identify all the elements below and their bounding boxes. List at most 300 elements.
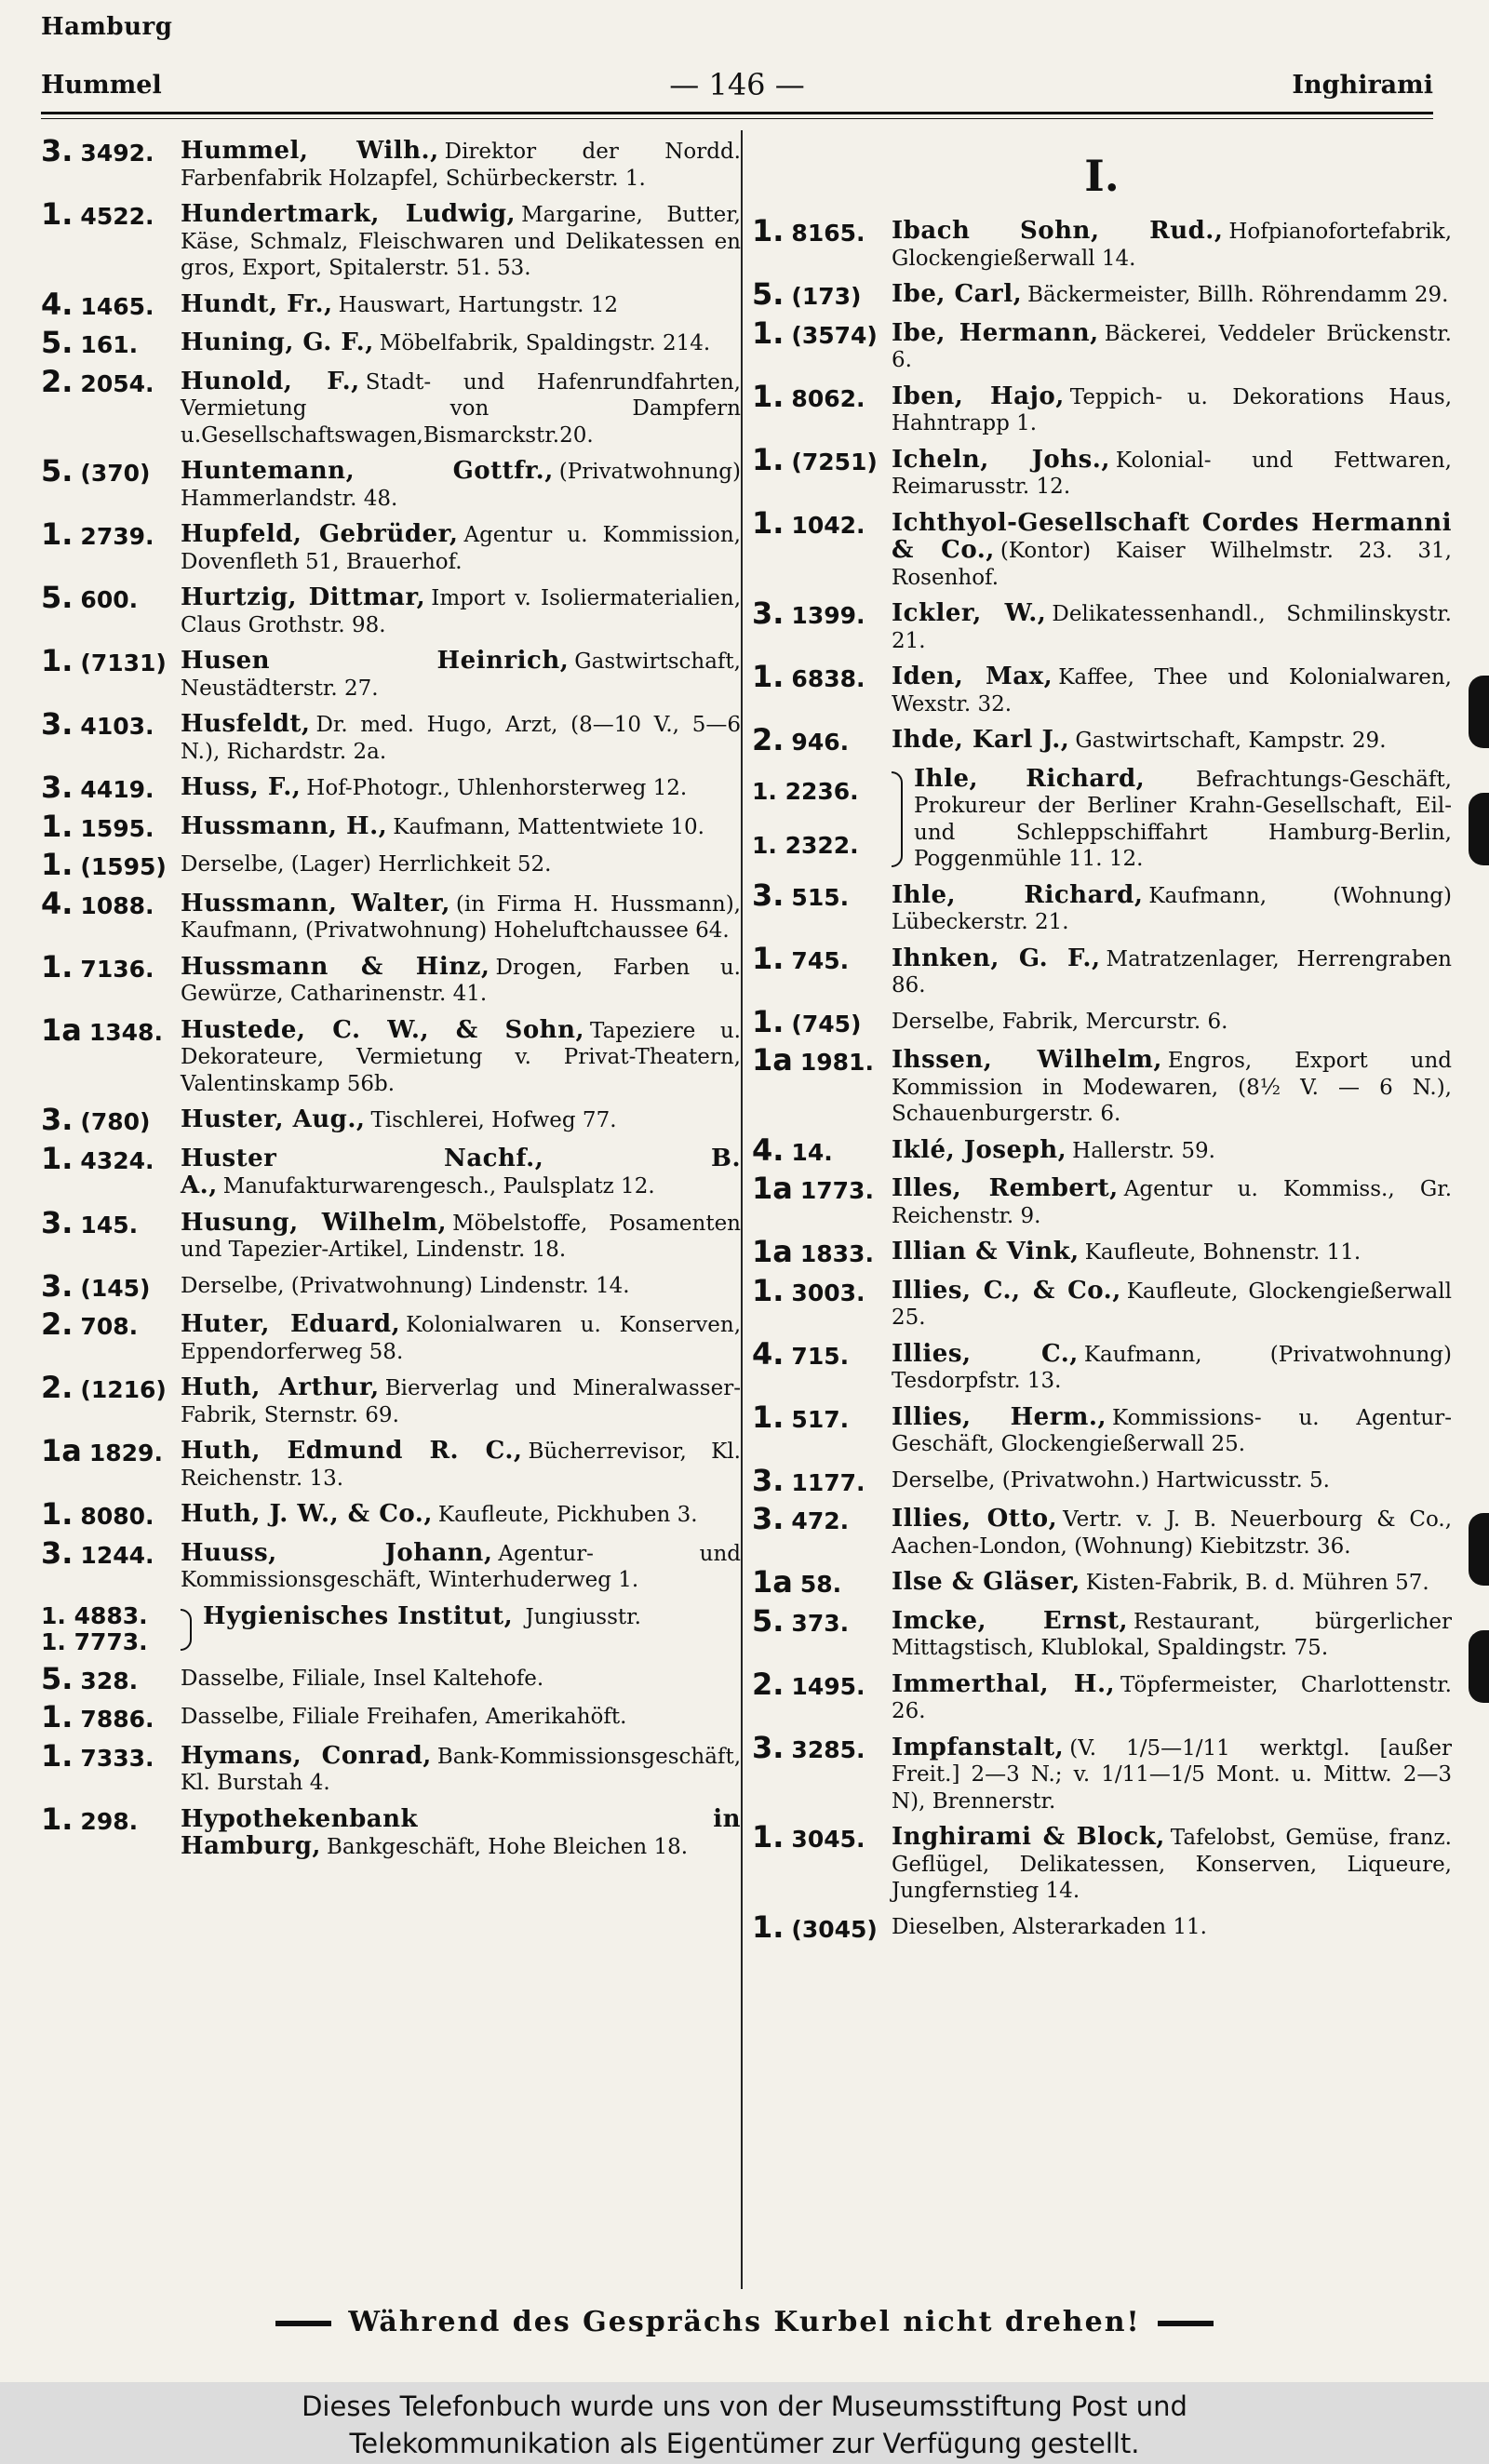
exchange-code: 1a [752,1564,793,1600]
exchange-code: 5. [41,325,74,360]
subscriber-number: 4522. [80,203,154,230]
exchange-code: 4. [752,1132,785,1168]
directory-entry [752,1003,1452,1039]
phone-number [41,1737,181,1797]
entry-name: Ichthyol-Gesellschaft Cordes Hermanni & Co., [892,508,1452,564]
subscriber-number: 1495. [791,1672,865,1700]
entry-details: Kaufleute, Glockengießerwall 25. [892,1279,1452,1330]
entry-details: Delikatessenhandl., Schmilinskystr. 21. [892,602,1452,653]
phone-number [41,1433,181,1492]
entry-text [892,1506,1452,1560]
section-letter: I. [1084,151,1120,201]
entry-name: Iklé, Joseph, [892,1135,1067,1164]
directory-entry [41,325,741,360]
exchange-code: 4. [41,885,74,921]
entry-details: Derselbe, (Lager) Herrlichkeit 52. [181,852,552,877]
phone-number [752,1042,892,1128]
directory-entry [752,315,1452,374]
header-first-name: Hummel [41,71,162,100]
credit-line-2: Telekommunikation als Eigentümer zur Verfügung gestellt. [349,2428,1140,2459]
entry-details: Kaufmann, (Wohnung) Lübeckerstr. 21. [892,883,1452,934]
entry-text [892,1569,1452,1599]
entry-name: Hypothekenbank in Hamburg, [181,1804,741,1860]
directory-entry [41,885,741,944]
subscriber-number: (370) [80,460,151,487]
left-column [41,133,742,1870]
subscriber-number: 2054. [80,369,154,397]
exchange-code: 3. [752,877,785,913]
entry-text [181,1704,741,1734]
entry-details: Derselbe, Fabrik, Mercurstr. 6. [892,1009,1228,1034]
exchange-code: 3. [41,1102,74,1137]
exchange-code: 1a [752,1042,793,1078]
subscriber-number: 3492. [80,140,154,167]
entry-name: Huntemann, Gottfr., [181,457,554,485]
entry-details: Kaffee, Thee und Kolonialwaren, Wexstr. 32. [892,665,1452,716]
entry-details: Töpfermeister, Charlottenstr. 26. [892,1672,1452,1723]
entry-details: Stadt- und Hafenrundfahrten, Vermietung von Dampfern u.Gesellschaftswagen,Bismarckstr.20. [181,369,741,448]
exchange-code: 5. [752,276,785,312]
entry-details: Tapeziere u. Dekorateure, Vermietung v. Privat-Theatern, Valentinskamp 56b. [181,1018,741,1096]
phone-number [41,363,181,449]
right-entry-list [752,213,1453,757]
entry-text [892,1734,1452,1815]
directory-entry [41,196,741,282]
phone-number [41,1204,181,1264]
entry-details: Bäckermeister, Billh. Röhrendamm 29. [1027,283,1449,307]
phone-number [752,596,892,654]
entry-name: Hymans, Conrad, [181,1741,432,1770]
directory-entry [752,1132,1452,1168]
phone-number [752,1462,892,1498]
subscriber-number: (7251) [791,448,878,475]
phone-number [41,325,181,360]
entry-details: Hauswart, Hartungstr. 12 [338,292,618,317]
left-entry-list [41,133,742,1594]
directory-entry [41,133,741,192]
phone-number [41,1102,181,1137]
entry-details: Bierverlag und Mineralwasser-Fabrik, Sternstr. 69. [181,1376,741,1427]
right-entry-list-continued [752,877,1453,1945]
entry-name: Ihle, Richard, [892,880,1144,909]
exchange-code: 3. [41,770,74,805]
header-rule-thin [41,118,1433,119]
entry-text [181,1145,741,1200]
directory-entry [752,276,1452,312]
phone-number [752,1003,892,1039]
subscriber-number: (7131) [80,649,167,676]
city-label: Hamburg [41,13,173,41]
entry-name: Illies, Herm., [892,1402,1107,1431]
phone-number [41,580,181,638]
phone-number [41,1496,181,1532]
entry-details: Gastwirtschaft, Neustädterstr. 27. [181,649,741,701]
entry-text [892,218,1452,272]
directory-entry [41,1102,741,1137]
entry-text [181,851,741,881]
exchange-code: 1. [752,1908,785,1945]
entry-text [181,1666,741,1695]
entry-name: Hundertmark, Ludwig, [181,200,516,228]
subscriber-number: 1981. [799,1049,874,1076]
subscriber-number: (145) [80,1274,151,1302]
exchange-code: 3. [41,133,74,168]
subscriber-number: 4324. [80,1146,154,1174]
directory-entry [41,1660,741,1696]
exchange-code: 5. [41,1660,74,1696]
entry-text [892,1047,1452,1128]
entry-text [181,458,741,512]
subscriber-number: 8062. [791,384,865,412]
entry-details: Agentur- und Kommissionsgeschäft, Winterhuderweg 1. [181,1541,741,1592]
exchange-code: 1. [41,1496,74,1532]
subscriber-number: 3285. [791,1735,865,1763]
entry-text [892,945,1452,999]
entry-details: Dasselbe, Filiale Freihafen, Amerikahöft. [181,1705,627,1729]
left-entry-list-continued [41,1660,741,1861]
entry-text [181,329,741,359]
exchange-code: 4. [752,1335,785,1372]
exchange-code: 1. [752,213,785,248]
directory-entry [752,1666,1452,1725]
entry-name: Ihnken, G. F., [892,944,1101,972]
entry-text [892,1671,1452,1725]
directory-entry [752,1729,1452,1815]
phone-number [41,643,181,702]
entry-name: Illies, C., [892,1339,1079,1368]
phone-number [752,441,892,501]
entry-details: Manufakturwarengesch., Paulsplatz 12. [222,1174,655,1199]
subscriber-number: 2739. [80,523,154,550]
credit-banner [0,2382,1489,2464]
entry-details: Hofpianofortefabrik, Glockengießerwall 14. [892,220,1452,271]
subscriber-number: 600. [80,586,139,613]
exchange-code: 1a [752,1234,793,1269]
entry-name: Huster, Aug., [181,1105,366,1133]
exchange-code: 1. [752,1399,785,1435]
phone-number [41,516,181,575]
phone-number [41,847,181,882]
subscriber-number: 515. [791,883,850,911]
entry-details: Kisten-Fabrik, B. d. Mühren 57. [1085,1571,1429,1595]
entry-details: (Privatwohnung) Hammerlandstr. 48. [181,460,741,511]
entry-name: Hundt, Fr., [181,289,333,318]
entry-name: Huss, F., [181,773,302,801]
entry-text [892,1278,1452,1332]
exchange-code: 2. [41,1306,74,1342]
entry-details: Tischlerei, Hofweg 77. [370,1108,617,1132]
subscriber-number: 4419. [80,776,154,803]
entry-name: Illies, C., & Co., [892,1276,1121,1305]
phone-number [752,1272,892,1332]
directory-entry [41,516,741,575]
phone-number [752,276,892,312]
exchange-code: 2. [41,1370,74,1405]
directory-entry [752,504,1452,592]
phone-number [41,1306,181,1365]
exchange-code: 1. [41,196,74,232]
phone-number [41,1801,181,1861]
phone-number [752,315,892,374]
entry-text [181,774,741,804]
entry-details: (Kontor) Kaiser Wilhelmstr. 23. 31, Rosenhof. [892,539,1452,590]
entry-name: Ibe, Carl, [892,280,1023,308]
entry-text [181,954,741,1008]
entry-name: Huuss, Johann, [181,1538,493,1567]
subscriber-number: 8165. [791,220,865,247]
entry-details: Restaurant, bürgerlicher Mittagstisch, Klublokal, Spaldingstr. 75. [892,1609,1452,1660]
subscriber-number: 1829. [88,1440,163,1466]
entry-details: Gastwirtschaft, Kampstr. 29. [1075,729,1387,753]
subscriber-number: 472. [791,1507,850,1534]
entry-details: Hof-Photogr., Uhlenhorsterweg 12. [306,776,688,800]
page-edge-tab [1469,1513,1489,1586]
phone-number [41,1534,181,1594]
entry-name: Ihle, Richard, [914,764,1146,793]
subscriber-number: (1595) [80,853,167,880]
entry-name: Ibe, Hermann, [892,318,1099,347]
entry-text [181,201,741,282]
directory-entry [41,286,741,322]
exchange-code: 1. [752,1272,785,1308]
footer-warning [0,2306,1489,2338]
entry-text [892,727,1452,757]
left-brace-group [41,1603,741,1656]
entry-details: Vertr. v. J. B. Neuerbourg & Co., Aachen-London, (Wohnung) Kiebitzstr. 36. [892,1507,1453,1559]
entry-text [181,1017,741,1098]
entry-name: Huning, G. F., [181,328,374,356]
subscriber-number: 1773. [799,1177,874,1204]
exchange-code: 3. [41,1534,74,1571]
entry-details: Tafelobst, Gemüse, franz. Geflügel, Delikatessen, Konserven, Liqueure, Jungfernstieg 14. [892,1826,1452,1903]
page-header [41,67,1433,104]
exchange-code: 1. [752,1819,785,1855]
entry-details: Kommissions- u. Agentur-Geschäft, Glockengießerwall 25. [892,1405,1452,1456]
entry-name: Hupfeld, Gebrüder, [181,520,459,548]
header-last-name: Inghirami [1292,71,1433,100]
subscriber-number: 4103. [80,713,154,740]
directory-entry [41,1306,742,1365]
phone-number [41,1699,181,1734]
entry-details: Bäckerei, Veddeler Brückenstr. 6. [892,321,1452,372]
directory-entry [41,1801,741,1861]
entry-details: Kaufmann, (Privatwohnung) Tesdorpfstr. 13. [892,1342,1452,1393]
entry-name: Ihssen, Wilhelm, [892,1046,1162,1074]
entry-details: Möbelfabrik, Spaldingstr. 214. [379,331,711,355]
exchange-code: 1. [752,378,785,414]
directory-entry [41,948,741,1008]
directory-entry [41,1534,741,1594]
directory-entry [752,1908,1452,1945]
entry-text [181,1743,741,1797]
subscriber-number: 517. [791,1405,850,1433]
subscriber-number: 6838. [791,665,865,692]
entry-text [892,882,1452,936]
entry-details: Kaufleute, Bohnenstr. 11. [1084,1240,1362,1265]
phone-number [41,1011,181,1098]
phone-number [41,1660,181,1696]
directory-entry [41,1204,741,1264]
subscriber-number: (745) [791,1010,862,1038]
subscriber-number: 1465. [80,292,154,320]
directory-entry [752,1462,1452,1498]
exchange-code: 1. [41,847,74,882]
entry-text [181,291,741,321]
phone-number [752,659,892,717]
exchange-code: 5. [41,453,74,489]
entry-text [892,281,1452,311]
subscriber-number: 145. [80,1211,139,1239]
directory-entry [41,1011,741,1098]
subscriber-number: 3045. [791,1826,865,1853]
directory-entry [752,213,1452,272]
entry-details: Matratzenlager, Herrengraben 86. [892,946,1452,998]
directory-entry [41,1737,741,1797]
entry-details: Derselbe, (Privatwohn.) Hartwicusstr. 5. [892,1467,1330,1493]
subscriber-number: 8080. [80,1503,154,1530]
phone-number: 1. 2322. [752,831,859,859]
entry-text [181,891,741,944]
phone-number [41,196,181,282]
exchange-code: 3. [752,1729,785,1765]
phone-number [41,948,181,1008]
directory-entry [41,643,741,702]
entry-text [892,1467,1452,1497]
brace-mark [892,771,903,867]
phone-number [752,1908,892,1945]
entry-text [181,138,741,192]
entry-text [892,663,1452,717]
entry-details: Jungiusstr. [525,1604,641,1629]
credit-line-1: Dieses Telefonbuch wurde uns von der Museumsstiftung Post und [302,2390,1187,2422]
directory-entry [41,1267,741,1304]
subscriber-number: 161. [80,331,139,358]
directory-entry [752,1501,1453,1560]
phone-number [752,877,892,936]
entry-name: Impfanstalt, [892,1733,1065,1761]
brace-numbers [752,766,892,873]
entry-text [892,320,1452,374]
entry-text [892,1608,1452,1662]
exchange-code: 2. [41,363,74,399]
entry-name: Ickler, W., [892,599,1047,627]
directory-entry [752,1564,1452,1600]
entry-name: Hunold, F., [181,367,360,395]
directory-entry [41,1370,741,1428]
subscriber-number: 1244. [80,1541,154,1569]
entry-text [181,1374,741,1428]
entry-text [892,1341,1452,1395]
page-number: — 146 — [669,67,805,102]
phone-number [752,1602,892,1662]
subscriber-number: (173) [791,283,862,310]
entry-text [892,1239,1452,1268]
entry-text [892,1175,1452,1229]
exchange-code: 1a [752,1171,793,1206]
phone-number [752,504,892,592]
directory-entry [752,1602,1452,1662]
entry-name: Huth, J. W., & Co., [181,1500,433,1528]
phone-number: 1. 4883. [41,1601,148,1629]
exchange-code: 1. [41,643,74,678]
directory-entry [41,770,741,805]
entry-text [892,1914,1452,1944]
exchange-code: 1. [41,1140,74,1176]
phone-number [41,770,181,805]
phone-number [41,1370,181,1428]
entry-text [892,1404,1452,1458]
subscriber-number: 3003. [791,1279,865,1306]
exchange-code: 3. [752,596,785,631]
entry-name: Ilse & Gläser, [892,1568,1080,1596]
subscriber-number: 58. [799,1571,842,1598]
exchange-code: 1. [41,1737,74,1774]
entry-details: Kolonial- und Fettwaren, Reimarusstr. 12. [892,448,1452,499]
exchange-code: 1. [41,1801,74,1837]
entry-name: Hygienisches Institut, [203,1601,514,1630]
brace-mark [181,1609,192,1651]
entry-name: Ihde, Karl J., [892,726,1070,754]
entry-text [914,766,1452,873]
entry-name: Hussmann, H., [181,811,388,840]
directory-entry [41,453,741,512]
subscriber-number: (3574) [791,321,878,349]
directory-entry [752,940,1452,999]
entry-details: Dieselben, Alsterarkaden 11. [892,1914,1207,1939]
entry-text [181,1106,741,1136]
header-rule-thick [41,112,1433,114]
entry-text [892,447,1452,501]
entry-details: Import v. Isoliermaterialien, Claus Grothstr. 98. [181,586,742,637]
phone-number [752,722,892,757]
directory-entry [752,877,1452,936]
entry-name: Hurtzig, Dittmar, [181,583,426,611]
subscriber-number: 708. [80,1313,139,1340]
subscriber-number: 1042. [791,511,865,539]
entry-name: Illian & Vink, [892,1238,1080,1265]
entry-details: Agentur u. Kommiss., Gr. Reichenstr. 9. [892,1177,1453,1228]
exchange-code: 5. [41,580,74,615]
phone-number [752,1399,892,1458]
directory-entry [41,1433,741,1492]
entry-name: Inghirami & Block, [892,1823,1165,1851]
directory-entry [752,441,1452,501]
entry-details: Bank-Kommissionsgeschäft, Kl. Burstah 4. [181,1744,741,1795]
directory-entry [752,596,1452,654]
entry-details: Kaufleute, Pickhuben 3. [437,1503,698,1527]
entry-details: Derselbe, (Privatwohnung) Lindenstr. 14. [181,1273,630,1298]
entry-name: Hussmann & Hinz, [181,952,490,981]
entry-name: Iden, Max, [892,663,1053,690]
entry-name: Husfeldt, [181,710,311,738]
entry-text [181,1540,741,1594]
exchange-code: 1. [41,516,74,552]
exchange-code: 1. [752,441,785,477]
brace-numbers [41,1603,181,1656]
subscriber-number: 328. [80,1667,139,1694]
phone-number [752,1729,892,1815]
entry-name: Immerthal, H., [892,1669,1116,1698]
directory-entry [41,1699,741,1734]
entry-text [181,368,741,449]
entry-details: Möbelstoffe, Posamenten und Tapezier-Artikel, Lindenstr. 18. [181,1211,741,1262]
phone-number [752,940,892,999]
entry-details: (in Firma H. Hussmann), Kaufmann, (Privatwohnung) Hoheluftchaussee 64. [181,891,741,943]
entry-details: Kaufmann, Mattentwiete 10. [393,814,704,839]
subscriber-number: 7136. [80,955,154,983]
entry-text [203,1603,741,1656]
subscriber-number: 1177. [791,1468,865,1496]
